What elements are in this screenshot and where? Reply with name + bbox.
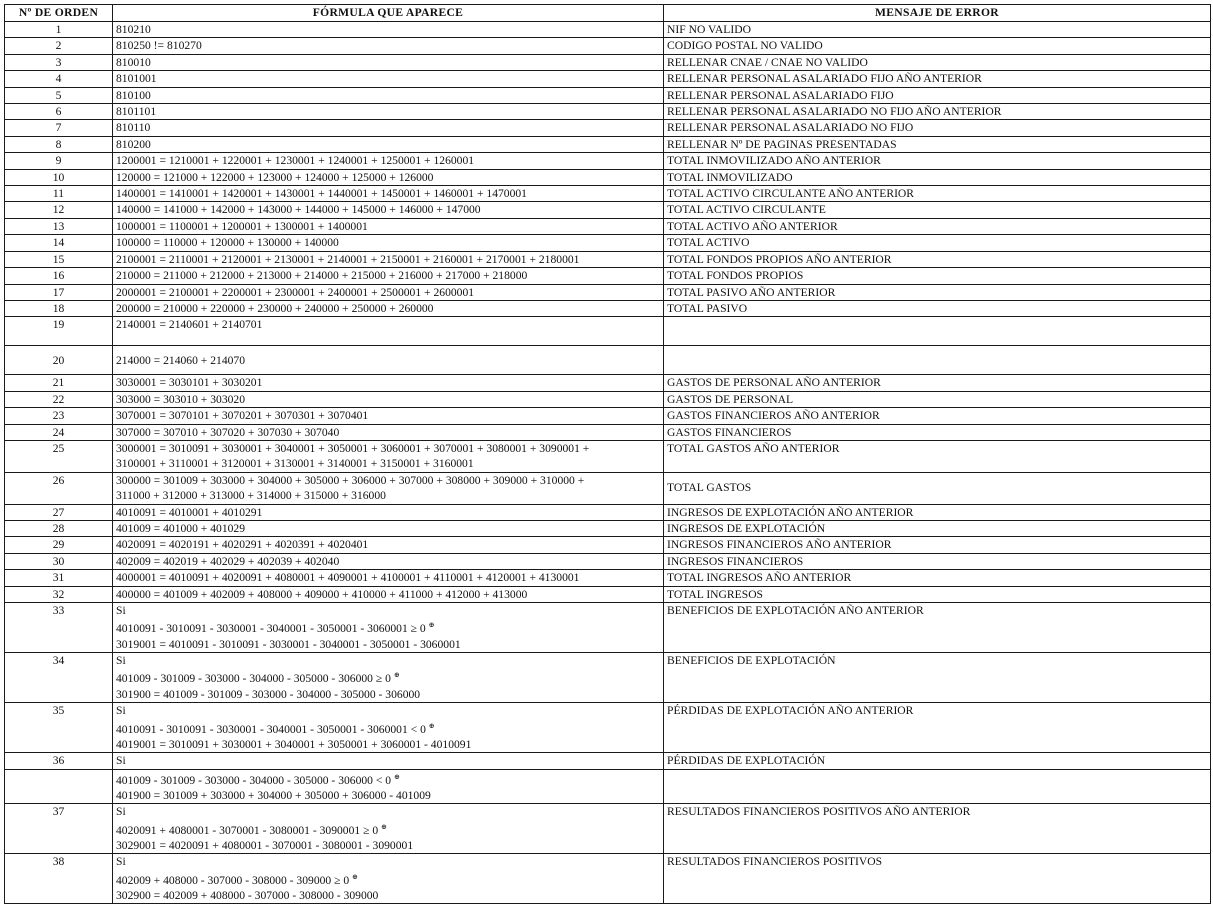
- formula-text: Si: [116, 654, 126, 668]
- error-message-cell: INGRESOS DE EXPLOTACIÓN: [664, 520, 1211, 536]
- formula-cell: [113, 87, 664, 103]
- order-number-cell: 5: [5, 87, 113, 103]
- order-number-cell: 36: [5, 753, 113, 769]
- formula-text: 810110: [116, 121, 151, 135]
- formula-text: 140000 = 141000 + 142000 + 143000 + 144000 + 145000 + 146000 + 147000: [116, 203, 481, 217]
- formula-text: 4020091 + 4080001 - 3070001 - 3080001 - 3090001 ≥ 0: [116, 823, 379, 837]
- table-row: [5, 570, 1211, 586]
- table-row: [5, 472, 1211, 504]
- formula-text: 401900 = 301009 + 303000 + 304000 + 305000 + 306000 - 401009: [116, 788, 431, 802]
- formula-text: 3029001 = 4020091 + 4080001 - 3070001 - 3080001 - 3090001: [116, 838, 414, 852]
- formula-cell: [113, 769, 664, 804]
- table-row: [5, 186, 1211, 202]
- formula-line: [116, 441, 660, 456]
- table-row: [5, 391, 1211, 407]
- formula-line: [116, 854, 660, 869]
- formula-cell: [113, 346, 664, 375]
- formula-text: 3019001 = 4010091 - 3010091 - 3030001 - 3040001 - 3050001 - 3060001: [116, 637, 461, 651]
- order-number-cell: 9: [5, 153, 113, 169]
- formula-line: [116, 719, 660, 737]
- table-row: [5, 284, 1211, 300]
- formula-text: 214000 = 214060 + 214070: [116, 353, 246, 367]
- table-row: [5, 317, 1211, 346]
- formula-text: 4010091 = 4010001 + 4010291: [116, 505, 263, 519]
- formula-text: 810200: [116, 137, 151, 151]
- order-number-cell: 17: [5, 284, 113, 300]
- formula-line: [116, 392, 660, 407]
- formula-cell: [113, 854, 664, 904]
- header-error-message: MENSAJE DE ERROR: [664, 5, 1211, 22]
- order-number-cell: 29: [5, 537, 113, 553]
- error-message-cell: INGRESOS DE EXPLOTACIÓN AÑO ANTERIOR: [664, 504, 1211, 520]
- error-message-cell: TOTAL INMOVILIZADO: [664, 169, 1211, 185]
- order-number-cell: 3: [5, 54, 113, 70]
- error-message-cell: RELLENAR CNAE / CNAE NO VALIDO: [664, 54, 1211, 70]
- formula-cell: [113, 804, 664, 854]
- formula-text: 401009 - 301009 - 303000 - 304000 - 305000 - 306000 ≥ 0: [116, 672, 391, 686]
- order-number-cell: 16: [5, 268, 113, 284]
- formula-line: [116, 587, 660, 602]
- table-row: [5, 603, 1211, 653]
- formula-line: [116, 888, 660, 903]
- table-row: [5, 653, 1211, 703]
- order-number-cell: 24: [5, 424, 113, 440]
- order-number-cell: 13: [5, 218, 113, 234]
- table-row: [5, 804, 1211, 854]
- formula-line: [116, 537, 660, 552]
- formula-cell: [113, 218, 664, 234]
- error-message-cell: GASTOS FINANCIEROS: [664, 424, 1211, 440]
- error-message-cell: BENEFICIOS DE EXPLOTACIÓN AÑO ANTERIOR: [664, 603, 1211, 653]
- formula-text: 1200001 = 1210001 + 1220001 + 1230001 + 1240001 + 1250001 + 1260001: [116, 154, 475, 168]
- formula-text: 402009 = 402019 + 402029 + 402039 + 402040: [116, 554, 340, 568]
- formula-line: [116, 55, 660, 70]
- formula-text: 3070001 = 3070101 + 3070201 + 3070301 + 3070401: [116, 409, 369, 423]
- order-number-cell: 37: [5, 804, 113, 854]
- table-row: [5, 251, 1211, 267]
- error-message-cell: TOTAL ACTIVO CIRCULANTE: [664, 202, 1211, 218]
- error-message-cell: RELLENAR PERSONAL ASALARIADO NO FIJO: [664, 120, 1211, 136]
- formula-cell: [113, 586, 664, 602]
- order-number-cell: 7: [5, 120, 113, 136]
- order-number-cell: 18: [5, 300, 113, 316]
- formula-text: 401009 = 401000 + 401029: [116, 521, 246, 535]
- error-message-cell: RELLENAR PERSONAL ASALARIADO FIJO: [664, 87, 1211, 103]
- formula-text: 307000 = 307010 + 307020 + 307030 + 307040: [116, 425, 340, 439]
- formula-text: 4010091 - 3010091 - 3030001 - 3040001 - 3050001 - 3060001 ≥ 0: [116, 622, 426, 636]
- formula-text: 1000001 = 1100001 + 1200001 + 1300001 + 1400001: [116, 219, 368, 233]
- header-formula: FÓRMULA QUE APARECE: [113, 5, 664, 22]
- formula-text: Si: [116, 704, 126, 718]
- formula-line: [116, 153, 660, 168]
- formula-line: [116, 488, 660, 503]
- order-number-cell: 30: [5, 553, 113, 569]
- order-number-cell: 38: [5, 854, 113, 904]
- formula-cell: [113, 391, 664, 407]
- formula-line: [116, 521, 660, 536]
- formula-line: [116, 820, 660, 838]
- formula-text: 401009 - 301009 - 303000 - 304000 - 305000 - 306000 < 0: [116, 773, 392, 787]
- formula-line: [116, 88, 660, 103]
- table-row: [5, 346, 1211, 375]
- error-message-cell: TOTAL ACTIVO CIRCULANTE AÑO ANTERIOR: [664, 186, 1211, 202]
- error-message-cell: RELLENAR PERSONAL ASALARIADO NO FIJO AÑO ANTERIOR: [664, 104, 1211, 120]
- footnote-mark: ⊕: [428, 621, 435, 630]
- formula-text: 402009 + 408000 - 307000 - 308000 - 309000 ≥ 0: [116, 873, 350, 887]
- formula-line: [116, 170, 660, 185]
- formula-line: [116, 687, 660, 702]
- table-row: [5, 38, 1211, 54]
- formula-text: 3100001 + 3110001 + 3120001 + 3130001 + 3140001 + 3150001 + 3160001: [116, 457, 474, 471]
- table-row: [5, 218, 1211, 234]
- formula-cell: [113, 317, 664, 346]
- formula-text: 100000 = 110000 + 120000 + 130000 + 140000: [116, 236, 339, 250]
- formula-line: [116, 186, 660, 201]
- order-number-cell: 31: [5, 570, 113, 586]
- error-message-cell: TOTAL ACTIVO: [664, 235, 1211, 251]
- formula-text: 2100001 = 2110001 + 2120001 + 2130001 + 2140001 + 2150001 + 2160001 + 2170001 + 2180001: [116, 252, 580, 266]
- table-row: [5, 586, 1211, 602]
- order-number-cell: 2: [5, 38, 113, 54]
- formula-line: [116, 120, 660, 135]
- formula-cell: [113, 570, 664, 586]
- table-row: [5, 268, 1211, 284]
- formula-line: [116, 653, 660, 668]
- formula-line: [116, 252, 660, 267]
- table-row: [5, 22, 1211, 38]
- error-formula-table: [4, 4, 1211, 904]
- formula-text: 810010: [116, 55, 151, 69]
- table-row: [5, 153, 1211, 169]
- table-row: [5, 71, 1211, 87]
- formula-text: 810250 != 810270: [116, 39, 202, 53]
- formula-text: 300000 = 301009 + 303000 + 304000 + 305000 + 306000 + 307000 + 308000 + 309000 + 310000 +: [116, 473, 585, 487]
- formula-text: 301900 = 401009 - 301009 - 303000 - 304000 - 305000 - 306000: [116, 687, 421, 701]
- footnote-mark: ⊕: [352, 872, 359, 881]
- table-row: [5, 440, 1211, 472]
- error-message-cell: PÉRDIDAS DE EXPLOTACIÓN AÑO ANTERIOR: [664, 703, 1211, 753]
- formula-cell: [113, 703, 664, 753]
- table-row: [5, 375, 1211, 391]
- error-message-cell: CODIGO POSTAL NO VALIDO: [664, 38, 1211, 54]
- formula-line: [116, 317, 660, 332]
- table-row: [5, 504, 1211, 520]
- formula-line: [116, 235, 660, 250]
- formula-text: 302900 = 402009 + 408000 - 307000 - 308000 - 309000: [116, 889, 379, 903]
- error-message-cell: TOTAL FONDOS PROPIOS AÑO ANTERIOR: [664, 251, 1211, 267]
- error-message-cell: TOTAL PASIVO: [664, 300, 1211, 316]
- formula-text: Si: [116, 754, 126, 768]
- formula-cell: [113, 186, 664, 202]
- formula-line: [116, 618, 660, 636]
- formula-cell: [113, 71, 664, 87]
- table-row: [5, 769, 1211, 804]
- formula-cell: [113, 284, 664, 300]
- error-message-cell: GASTOS FINANCIEROS AÑO ANTERIOR: [664, 408, 1211, 424]
- order-number-cell: 27: [5, 504, 113, 520]
- error-message-cell: BENEFICIOS DE EXPLOTACIÓN: [664, 653, 1211, 703]
- formula-text: 2140001 = 2140601 + 2140701: [116, 318, 263, 332]
- formula-line: [116, 353, 660, 368]
- table-row: [5, 424, 1211, 440]
- formula-text: Si: [116, 604, 126, 617]
- order-number-cell: 35: [5, 703, 113, 753]
- error-message-cell: GASTOS DE PERSONAL AÑO ANTERIOR: [664, 375, 1211, 391]
- formula-line: [116, 770, 660, 788]
- formula-text: 200000 = 210000 + 220000 + 230000 + 240000 + 250000 + 260000: [116, 301, 434, 315]
- footnote-mark: ⊕: [393, 671, 400, 680]
- formula-line: [116, 788, 660, 803]
- table-row: [5, 753, 1211, 769]
- formula-cell: [113, 202, 664, 218]
- table-row: [5, 104, 1211, 120]
- table-row: [5, 87, 1211, 103]
- order-number-cell: 25: [5, 440, 113, 472]
- error-message-cell: [664, 769, 1211, 804]
- order-number-cell: 14: [5, 235, 113, 251]
- formula-line: [116, 456, 660, 471]
- formula-line: [116, 554, 660, 569]
- formula-line: [116, 703, 660, 718]
- order-number-cell: 19: [5, 317, 113, 346]
- formula-text: 1400001 = 1410001 + 1420001 + 1430001 + 1440001 + 1450001 + 1460001 + 1470001: [116, 187, 527, 201]
- error-message-cell: GASTOS DE PERSONAL: [664, 391, 1211, 407]
- formula-line: [116, 870, 660, 888]
- formula-text: 210000 = 211000 + 212000 + 213000 + 214000 + 215000 + 216000 + 217000 + 218000: [116, 269, 528, 283]
- formula-cell: [113, 104, 664, 120]
- formula-text: 8101101: [116, 105, 157, 119]
- formula-line: [116, 22, 660, 37]
- table-body: [5, 22, 1211, 904]
- order-number-cell: 33: [5, 603, 113, 653]
- error-message-cell: INGRESOS FINANCIEROS: [664, 553, 1211, 569]
- formula-line: [116, 71, 660, 86]
- error-message-cell: TOTAL FONDOS PROPIOS: [664, 268, 1211, 284]
- formula-text: 4010091 - 3010091 - 3030001 - 3040001 - 3050001 - 3060001 < 0: [116, 722, 426, 736]
- error-message-cell: TOTAL ACTIVO AÑO ANTERIOR: [664, 218, 1211, 234]
- formula-line: [116, 473, 660, 488]
- formula-text: 8101001: [116, 72, 157, 86]
- table-row: [5, 120, 1211, 136]
- order-number-cell: 21: [5, 375, 113, 391]
- error-message-cell: RELLENAR PERSONAL ASALARIADO FIJO AÑO ANTERIOR: [664, 71, 1211, 87]
- table-row: [5, 235, 1211, 251]
- formula-cell: [113, 300, 664, 316]
- formula-line: [116, 505, 660, 520]
- formula-cell: [113, 235, 664, 251]
- table-header-row: [5, 5, 1211, 22]
- formula-line: [116, 202, 660, 217]
- formula-line: [116, 737, 660, 752]
- formula-line: [116, 668, 660, 686]
- formula-cell: [113, 553, 664, 569]
- error-message-cell: INGRESOS FINANCIEROS AÑO ANTERIOR: [664, 537, 1211, 553]
- table-row: [5, 54, 1211, 70]
- error-message-cell: RELLENAR Nº DE PAGINAS PRESENTADAS: [664, 136, 1211, 152]
- error-message-cell: NIF NO VALIDO: [664, 22, 1211, 38]
- table-row: [5, 553, 1211, 569]
- formula-cell: [113, 251, 664, 267]
- formula-text: 3000001 = 3010091 + 3030001 + 3040001 + 3050001 + 3060001 + 3070001 + 3080001 + 3090001 +: [116, 441, 590, 455]
- error-message-cell: TOTAL INMOVILIZADO AÑO ANTERIOR: [664, 153, 1211, 169]
- formula-text: 2000001 = 2100001 + 2200001 + 2300001 + 2400001 + 2500001 + 2600001: [116, 285, 475, 299]
- formula-cell: [113, 268, 664, 284]
- formula-cell: [113, 120, 664, 136]
- order-number-cell: 4: [5, 71, 113, 87]
- formula-text: 810210: [116, 23, 151, 36]
- formula-text: 4019001 = 3010091 + 3030001 + 3040001 + 3050001 + 3060001 - 4010091: [116, 737, 472, 751]
- table-row: [5, 202, 1211, 218]
- table-row: [5, 136, 1211, 152]
- order-number-cell: 34: [5, 653, 113, 703]
- formula-text: 311000 + 312000 + 313000 + 314000 + 315000 + 316000: [116, 489, 386, 503]
- error-message-cell: TOTAL INGRESOS: [664, 586, 1211, 602]
- error-message-cell: [664, 317, 1211, 346]
- formula-cell: [113, 136, 664, 152]
- error-message-cell: PÉRDIDAS DE EXPLOTACIÓN: [664, 753, 1211, 769]
- formula-cell: [113, 472, 664, 504]
- error-message-cell: [664, 346, 1211, 375]
- error-message-cell: RESULTADOS FINANCIEROS POSITIVOS: [664, 854, 1211, 904]
- formula-text: Si: [116, 805, 126, 819]
- formula-cell: [113, 520, 664, 536]
- error-message-cell: TOTAL GASTOS: [664, 472, 1211, 504]
- order-number-cell: 8: [5, 136, 113, 152]
- formula-line: [116, 268, 660, 283]
- formula-cell: [113, 54, 664, 70]
- formula-cell: [113, 408, 664, 424]
- table-row: [5, 408, 1211, 424]
- table-row: [5, 169, 1211, 185]
- order-number-cell: 23: [5, 408, 113, 424]
- formula-line: [116, 637, 660, 652]
- formula-text: Si: [116, 855, 126, 869]
- formula-line: [116, 137, 660, 152]
- error-message-cell: TOTAL PASIVO AÑO ANTERIOR: [664, 284, 1211, 300]
- header-order-number: Nº DE ORDEN: [5, 5, 113, 22]
- formula-line: [116, 375, 660, 390]
- formula-cell: [113, 38, 664, 54]
- footnote-mark: ⊕: [428, 721, 435, 730]
- formula-cell: [113, 424, 664, 440]
- formula-cell: [113, 753, 664, 769]
- footnote-mark: ⊕: [394, 772, 400, 781]
- error-message-cell: TOTAL GASTOS AÑO ANTERIOR: [664, 440, 1211, 472]
- formula-text: 4000001 = 4010091 + 4020091 + 4080001 + 4090001 + 4100001 + 4110001 + 4120001 + 4130001: [116, 571, 580, 585]
- formula-line: [116, 425, 660, 440]
- error-message-cell: RESULTADOS FINANCIEROS POSITIVOS AÑO ANTERIOR: [664, 804, 1211, 854]
- table-row: [5, 854, 1211, 904]
- footnote-mark: ⊕: [381, 822, 388, 831]
- formula-cell: [113, 375, 664, 391]
- order-number-cell: 6: [5, 104, 113, 120]
- formula-line: [116, 219, 660, 234]
- order-number-cell: 22: [5, 391, 113, 407]
- formula-line: [116, 570, 660, 585]
- table-row: [5, 520, 1211, 536]
- order-number-cell: 26: [5, 472, 113, 504]
- table-row: [5, 537, 1211, 553]
- formula-cell: [113, 22, 664, 38]
- formula-cell: [113, 603, 664, 653]
- formula-text: 303000 = 303010 + 303020: [116, 392, 246, 406]
- order-number-cell: 10: [5, 169, 113, 185]
- formula-cell: [113, 153, 664, 169]
- order-number-cell: 1: [5, 22, 113, 38]
- formula-line: [116, 408, 660, 423]
- formula-cell: [113, 440, 664, 472]
- order-number-cell: [5, 769, 113, 804]
- order-number-cell: 15: [5, 251, 113, 267]
- formula-line: [116, 285, 660, 300]
- formula-cell: [113, 537, 664, 553]
- formula-text: 3030001 = 3030101 + 3030201: [116, 376, 263, 390]
- formula-line: [116, 838, 660, 853]
- formula-line: [116, 753, 660, 768]
- formula-line: [116, 301, 660, 316]
- formula-cell: [113, 653, 664, 703]
- formula-text: 400000 = 401009 + 402009 + 408000 + 409000 + 410000 + 411000 + 412000 + 413000: [116, 587, 528, 601]
- formula-line: [116, 804, 660, 819]
- error-message-cell: TOTAL INGRESOS AÑO ANTERIOR: [664, 570, 1211, 586]
- formula-cell: [113, 504, 664, 520]
- formula-line: [116, 38, 660, 53]
- formula-line: [116, 603, 660, 618]
- formula-cell: [113, 169, 664, 185]
- formula-line: [116, 104, 660, 119]
- order-number-cell: 12: [5, 202, 113, 218]
- order-number-cell: 11: [5, 186, 113, 202]
- formula-text: 4020091 = 4020191 + 4020291 + 4020391 + 4020401: [116, 538, 369, 552]
- order-number-cell: 28: [5, 520, 113, 536]
- formula-text: 810100: [116, 88, 151, 102]
- order-number-cell: 32: [5, 586, 113, 602]
- table-row: [5, 300, 1211, 316]
- table-row: [5, 703, 1211, 753]
- formula-text: 120000 = 121000 + 122000 + 123000 + 124000 + 125000 + 126000: [116, 170, 434, 184]
- order-number-cell: 20: [5, 346, 113, 375]
